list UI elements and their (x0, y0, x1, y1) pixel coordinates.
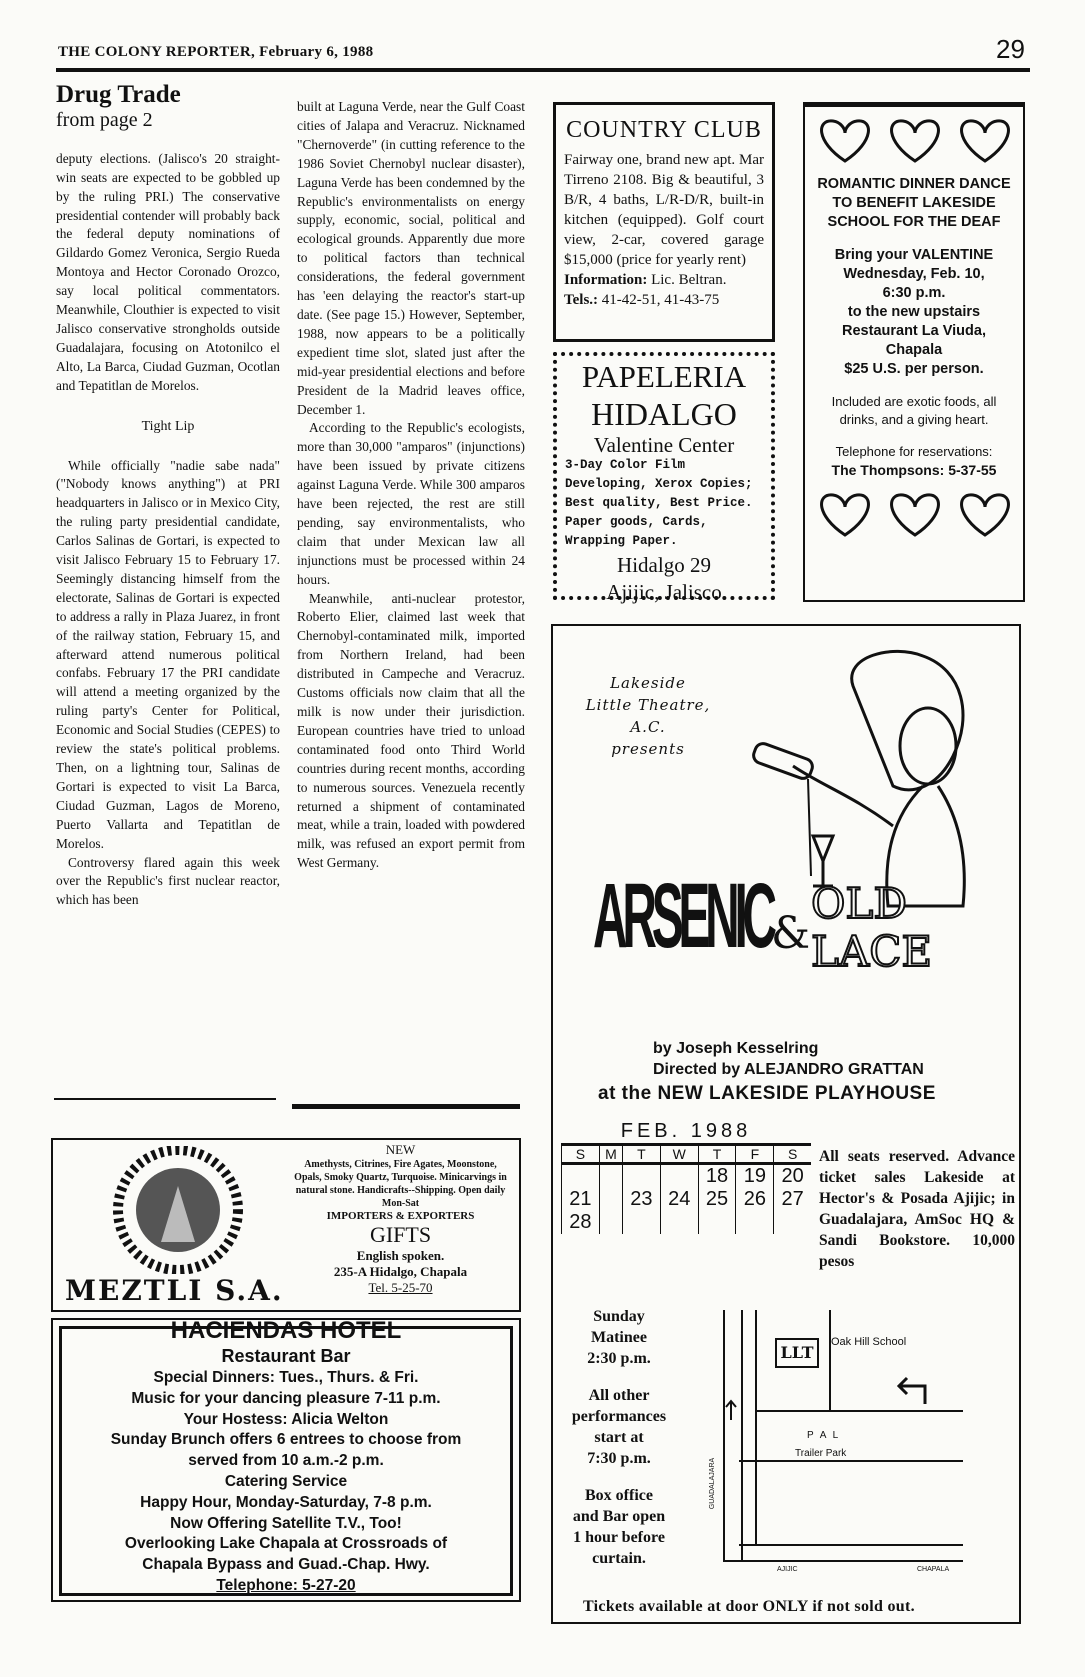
ticket-info: All seats reserved. Advance ticket sales Lakeside at Hector's & Posada Ajijic; in Guadalajara, AmSoc HQ & Sandi Bookstore. 10,000 pesos (819, 1148, 1015, 1270)
map-road (739, 1544, 963, 1546)
hotel-line: Sunday Brunch offers 6 entrees to choose from (110, 1431, 462, 1449)
event-date: Wednesday, Feb. 10, (843, 266, 985, 282)
hotel-line: Overlooking Lake Chapala at Crossroads of (124, 1535, 448, 1553)
calendar-day-header: S (774, 1146, 811, 1164)
event-venue: Restaurant La Viuda, (842, 323, 986, 339)
article-paragraph: Controversy flared again this week over the Republic's first nuclear reactor, which has been (56, 854, 280, 908)
showtime-line: performances (571, 1408, 667, 1425)
map-road (723, 1560, 963, 1562)
meztli-gifts: GIFTS (369, 1222, 432, 1247)
play-author: by Joseph Kesselring (653, 1040, 819, 1057)
calendar-date: 20 (774, 1164, 811, 1189)
calendar-date: 28 (562, 1211, 600, 1234)
play-title-amp: & (771, 908, 811, 959)
article-paragraph: Meanwhile, anti-nuclear protestor, Roberto Elier, claimed last week that Chernobyl-contaminated milk, imported from Northern Ireland, had been distributed in Campeche and Veracruz. Customs officials now claim that all the milk is now under their jurisdiction. European countries have tried to unload contaminated food onto Third World countries during recent months, according to numerous sources. Venezuela recently returned a shipment of contaminated meat, while a train, loaded with powdered milk, was refused an export permit from West Germany. (297, 590, 525, 871)
hotel-phone: Telephone: 5-27-20 (216, 1576, 356, 1594)
map-road (755, 1310, 757, 1544)
event-included: Included are exotic foods, all drinks, and a giving heart. (831, 394, 997, 427)
calendar-date: 19 (736, 1164, 774, 1189)
calendar-day-header: S (562, 1146, 600, 1164)
article-paragraph: According to the Republic's ecologists, more than 30,000 "amparos" (injunctions) have been issued by private citizens against Laguna Verde. While 300 amparos have been rejected, the rest are still pending, say environmentalists, who claim that under Mexican law all injunctions must be processed within 24 hours. (297, 420, 525, 587)
event-line: to the new upstairs (847, 304, 981, 320)
article-subtitle: from page 2 (56, 108, 153, 131)
event-title: ROMANTIC DINNER DANCE TO BENEFIT LAKESIDE SCHOOL FOR THE DEAF (817, 176, 1011, 230)
calendar-date (736, 1211, 774, 1234)
calendar-day-header: T (698, 1146, 736, 1164)
hotel-title: HACIENDAS HOTEL (170, 1317, 402, 1344)
papeleria-ad (553, 352, 775, 604)
calendar-date: 24 (660, 1188, 698, 1211)
ad-body: Fairway one, brand new apt. Mar Tirreno 2108. Big & beautiful, 3 B/R, 4 baths, L/R-D/R, built-in kitchen (equipped). Golf court view, 2-car, covered garage $15,000 (price for yearly rent) (564, 152, 764, 268)
calendar-date (599, 1211, 622, 1234)
calendar-day-header: W (660, 1146, 698, 1164)
hotel-line: Catering Service (224, 1472, 348, 1490)
meztli-ad (51, 1138, 521, 1312)
calendar-day-header: M (599, 1146, 622, 1164)
ad-address: Hidalgo 29 (617, 553, 711, 577)
ad-contact: Lic. Beltran. (651, 272, 727, 288)
column-rule (54, 1098, 276, 1100)
article-column-1 (56, 81, 280, 910)
hotel-line: Happy Hour, Monday-Saturday, 7-8 p.m. (140, 1493, 432, 1511)
article-column-2 (297, 98, 525, 873)
event-contact: The Thompsons: 5-37-55 (831, 462, 997, 478)
hotel-line: Special Dinners: Tues., Thurs. & Fri. (153, 1369, 419, 1386)
calendar-date (774, 1211, 811, 1234)
box-office-line: 1 hour before (573, 1529, 665, 1546)
ad-title: COUNTRY CLUB (566, 117, 762, 143)
article-paragraph: deputy elections. (Jalisco's 20 straight-win seats are expected to be gobbled up by the ruling PRI.) The conservative presidential contender will probably back the federal deputy nominations of Gildardo Gomez Veronica, Sergio Rueda Montoya and Hector Coronado Orozco, say local political commentators. Meanwhile, Clouthier is expected to visit Jalisco conservative strongholds outside Guadalajara, focusing on Atotonilco el Alto, La Barca, Ciudad Guzman, Ocotlan and Tepatitlan de Morelos. (56, 150, 280, 393)
meztli-tel: Tel. 5-25-70 (368, 1280, 433, 1295)
ad-body: 3-Day Color Film Developing, Xerox Copies; Best quality, Best Price. Paper goods, Cards, Wrapping Paper. (565, 458, 753, 548)
hotel-line: Now Offering Satellite T.V., Too! (170, 1514, 402, 1532)
meztli-importers: IMPORTERS & EXPORTERS (326, 1210, 475, 1222)
map-label: AJIJIC (777, 1566, 798, 1573)
hotel-line: Music for your dancing pleasure 7-11 p.m. (131, 1389, 441, 1407)
play-title-arsenic: ARSENIC (593, 865, 772, 967)
map-label: CHAPALA (917, 1566, 950, 1573)
map-label: GUADALAJARA (709, 1457, 717, 1510)
map-llt: LLT (775, 1338, 819, 1368)
turn-arrow-icon (893, 1376, 933, 1406)
map-road (723, 1310, 743, 1560)
column-rule (292, 1104, 520, 1109)
theatre-presents: presents (611, 740, 685, 758)
calendar-month: FEB. 1988 (561, 1120, 811, 1146)
meztli-new: NEW (385, 1142, 416, 1157)
calendar-date (660, 1164, 698, 1189)
performance-calendar (561, 1120, 811, 1234)
hearts-icon (805, 111, 1023, 171)
map-label: Trailer Park (795, 1448, 847, 1459)
box-office-line: Box office (585, 1487, 653, 1504)
article-subhead: Tight Lip (141, 418, 195, 434)
play-director: Directed by ALEJANDRO GRATTAN (653, 1061, 924, 1078)
country-club-ad (553, 102, 775, 342)
ad-address: Ajijic, Jalisco (606, 580, 722, 604)
calendar-date: 25 (698, 1188, 736, 1211)
ad-title: HIDALGO (591, 396, 737, 432)
ad-phone: 41-42-51, 41-43-75 (601, 292, 720, 308)
meztli-logo-icon (103, 1146, 253, 1274)
calendar-date (622, 1164, 660, 1189)
article-paragraph: While officially "nadie sabe nada" ("Nobody knows anything") at PRI headquarters in Jalisco or in Mexico City, the ruling party presidential candidate, Carlos Salinas de Gortari, is expected to visit Jalisco February 15 to February 17. Seemingly distancing himself from the electorate, Salinas de Gortari is expected to address a rally in Plaza Juarez, in front of the railway station, February 15, and afterward attend numerous political confabs. February 17 the PRI candidate will attend a meeting organized by the ruling party's Center for Political, Economic and Social Studies (CEPES) to review the state's political problems. Then, on a lightning tour, Salinas de Gortari is expected to visit La Barca, Ciudad Guzman, Lagos de Moreno, Puerto Vallarta and Tepatitlan de Morelos. (56, 457, 280, 851)
hotel-line: Chapala Bypass and Guad.-Chap. Hwy. (142, 1556, 430, 1574)
map-label: P A L (807, 1430, 841, 1441)
showtime-line: Sunday (593, 1308, 645, 1325)
calendar-date (698, 1211, 736, 1234)
header-rule (56, 68, 1030, 72)
haciendas-ad (51, 1318, 521, 1602)
calendar-date (622, 1211, 660, 1234)
showtime-line: start at (594, 1429, 644, 1446)
theatre-ad (551, 624, 1021, 1624)
meztli-body: Amethysts, Citrines, Fire Agates, Moonstone, Opals, Smoky Quartz, Turquoise. Minicarvings in natural stone. Handicrafts--Shipping. Open daily Mon-Sat (294, 1159, 507, 1209)
ad-label: Information: (564, 272, 648, 288)
map-label: Oak Hill School (831, 1336, 907, 1348)
calendar-date: 23 (622, 1188, 660, 1211)
showtimes (555, 1306, 683, 1569)
calendar-day-header: F (736, 1146, 774, 1164)
hotel-line: Restaurant Bar (221, 1346, 351, 1366)
up-arrow-icon (723, 1398, 739, 1422)
article-paragraph: built at Laguna Verde, near the Gulf Coast cities of Jalapa and Veracruz. Nicknamed "Chernoverde" (in cutting reference to the 1986 Soviet Chernobyl nuclear disaster), Laguna Verde has been condemned by the Republic's environmentalists on energy supply, economic, social, political and ecological grounds. Apparently due more to political factors than technical considerations, the federal government has 'een delaying the reactor's start-up date. (See page 15.) However, September, 1988, now appears to be a politically expedient time slot, slated just after the mid-year presidential elections and before President de la Madrid leaves office, December 1. (297, 99, 525, 417)
hotel-line: served from 10 a.m.-2 p.m. (188, 1452, 384, 1470)
play-title-old-lace: OLD LACE (811, 879, 933, 976)
event-line: Bring your VALENTINE (834, 247, 994, 263)
calendar-date: 27 (774, 1188, 811, 1211)
calendar-day-header: T (622, 1146, 660, 1164)
play-title (593, 856, 1013, 976)
calendar-date (599, 1164, 622, 1189)
showtime-line: 7:30 p.m. (587, 1450, 651, 1467)
calendar-date: 18 (698, 1164, 736, 1189)
ad-subtitle: Valentine Center (593, 433, 735, 457)
hearts-icon (805, 487, 1023, 543)
map-road (757, 1410, 963, 1412)
showtime-line: Matinee (591, 1329, 647, 1346)
event-price: $25 U.S. per person. (844, 361, 984, 377)
box-office-line: curtain. (592, 1550, 646, 1567)
event-time: 6:30 p.m. (882, 285, 946, 301)
door-notice: Tickets available at door ONLY if not sold out. (583, 1598, 915, 1615)
play-venue: at the NEW LAKESIDE PLAYHOUSE (598, 1083, 936, 1104)
box-office-line: and Bar open (572, 1508, 666, 1525)
theatre-name: Little Theatre, (585, 696, 711, 714)
calendar-date (660, 1211, 698, 1234)
meztli-address: 235-A Hidalgo, Chapala (333, 1264, 468, 1279)
theatre-name: Lakeside (610, 674, 686, 692)
calendar-date: 21 (562, 1188, 600, 1211)
location-map (709, 1310, 967, 1578)
calendar-date: 26 (736, 1188, 774, 1211)
event-venue: Chapala (885, 342, 943, 358)
calendar-date (562, 1164, 600, 1189)
ad-title: PAPELERIA (581, 359, 747, 394)
valentine-ad (803, 102, 1025, 602)
showtime-line: All other (588, 1387, 650, 1404)
theatre-name: A.C. (630, 718, 666, 736)
showtime-line: 2:30 p.m. (587, 1350, 651, 1367)
meztli-english: English spoken. (356, 1248, 445, 1263)
hotel-line: Your Hostess: Alicia Welton (183, 1410, 389, 1428)
calendar-date (599, 1188, 622, 1211)
ad-label: Tels.: (564, 292, 599, 308)
meztli-logo-text: MEZTLI S.A. (65, 1274, 284, 1307)
newspaper-header: THE COLONY REPORTER, February 6, 1988 (58, 44, 374, 60)
map-road (829, 1310, 831, 1410)
map-road (739, 1460, 963, 1462)
event-tel-label: Telephone for reservations: (835, 444, 993, 459)
article-title: Drug Trade (56, 81, 181, 108)
page-number: 29 (996, 34, 1025, 64)
